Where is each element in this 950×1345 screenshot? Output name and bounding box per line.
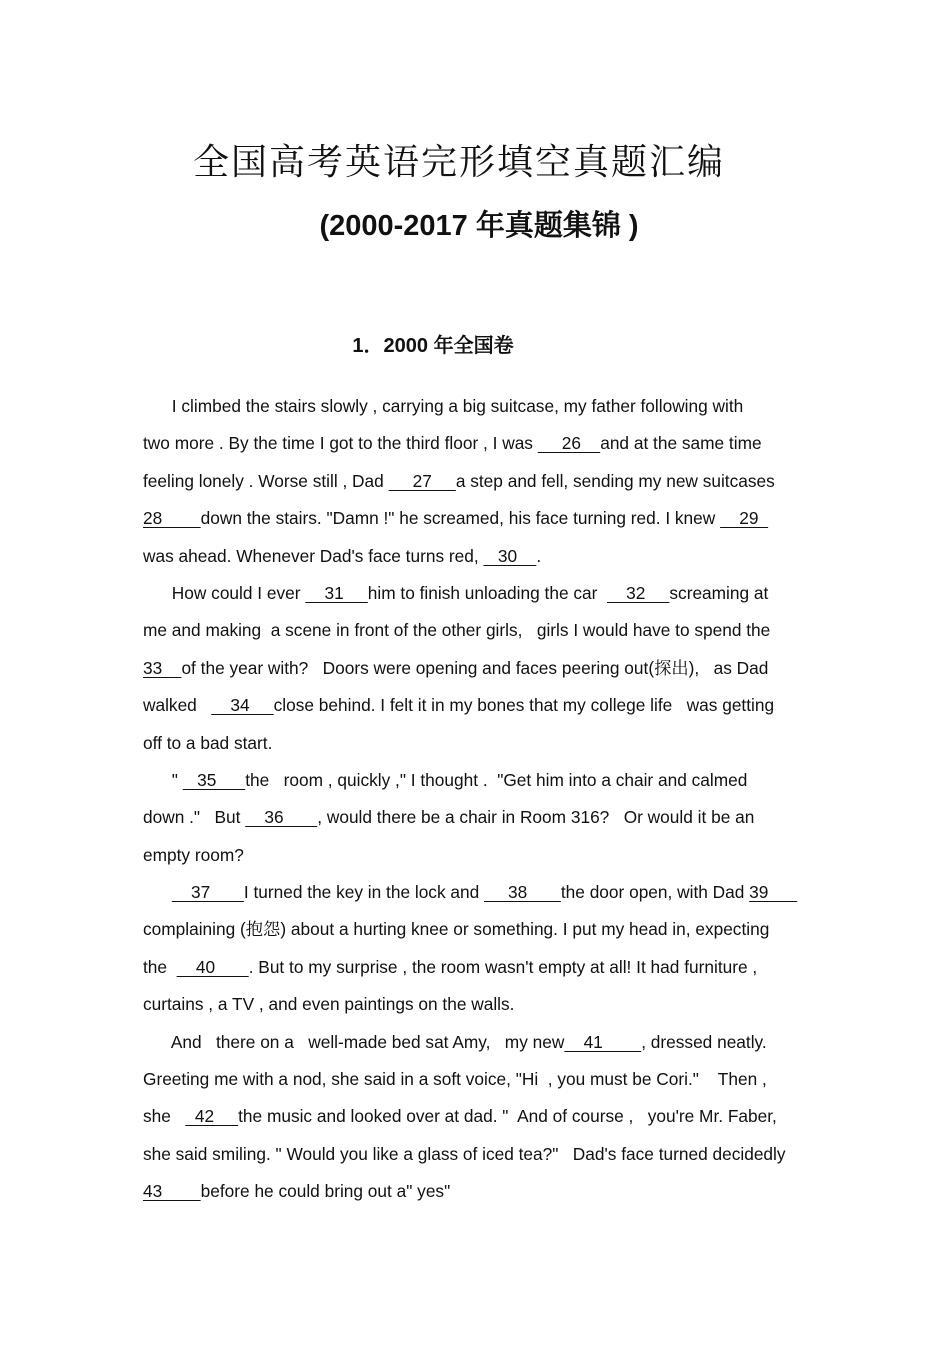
passage-line <box>143 915 815 952</box>
blank-number: 31 <box>305 582 368 603</box>
passage-text: down the stairs. "Damn !" he screamed, his face turning red. I knew <box>200 508 721 529</box>
passage-line <box>143 504 815 541</box>
blank-number: 28 <box>143 508 201 529</box>
blank-number: 27 <box>388 470 456 491</box>
document-title: 全国高考英语完形填空真题汇编 <box>192 142 725 183</box>
blank-number: 40 <box>176 956 249 977</box>
blank-number: 36 <box>245 807 318 828</box>
passage-text: curtains , a TV , and even paintings on the walls. <box>143 994 515 1015</box>
passage-line <box>143 429 815 466</box>
passage-text: " <box>143 769 183 790</box>
passage-line <box>143 467 815 504</box>
passage-text: two more . By the time I got to the third floor , I was <box>143 433 538 454</box>
blank-number: 26 <box>537 433 601 454</box>
passage-line <box>143 1177 815 1214</box>
passage-text: walked <box>143 695 212 716</box>
passage-line <box>143 542 815 579</box>
passage-line <box>143 691 815 728</box>
passage-line <box>143 766 815 803</box>
passage-text <box>143 882 172 902</box>
blank-number: 41 <box>564 1031 642 1052</box>
passage-text: . <box>536 545 542 566</box>
passage-text: the <box>143 956 177 977</box>
blank-number: 34 <box>211 695 274 716</box>
passage-text: I climbed the stairs slowly , carrying a big suitcase, my father following with <box>143 396 744 416</box>
passage-text: And there on a well-made bed sat Amy, my new <box>143 1031 565 1052</box>
passage-text: empty room? <box>143 844 244 865</box>
passage-text: the music and looked over at dad. " And of course , you're Mr. Faber, <box>238 1106 777 1127</box>
passage-text: How could I ever <box>143 582 306 603</box>
passage-line <box>143 878 815 915</box>
blank-number: 29 <box>720 508 769 529</box>
passage-text: the room , quickly ," I thought . "Get him into a chair and calmed <box>245 769 748 790</box>
passage-line <box>143 729 815 766</box>
passage-line <box>143 1065 815 1102</box>
passage-text: close behind. I felt it in my bones that my college life was getting <box>273 695 775 716</box>
blank-number: 43 <box>143 1181 201 1202</box>
passage-text: she <box>143 1106 186 1127</box>
blank-number: 37 <box>171 882 244 903</box>
passage-text: and at the same time <box>600 433 762 454</box>
passage-line <box>143 1140 815 1177</box>
passage-text: complaining (抱怨) about a hurting knee or something. I put my head in, expecting <box>143 919 770 940</box>
section-heading: 1．2000 年全国卷 <box>352 335 514 357</box>
passage-text: him to finish unloading the car <box>367 582 607 603</box>
passage-text: off to a bad start. <box>143 732 273 753</box>
passage-text: I turned the key in the lock and <box>243 882 485 903</box>
passage-line <box>143 803 815 840</box>
blank-number: 42 <box>185 1106 239 1127</box>
document-subtitle: (2000-2017 年真题集锦 ) <box>319 210 639 242</box>
passage-text: down ." But <box>143 807 246 828</box>
passage-text: screaming at <box>669 582 769 603</box>
passage-line <box>143 392 815 429</box>
passage-text: Greeting me with a nod, she said in a soft voice, "Hi , you must be Cori." Then , <box>143 1069 767 1090</box>
passage-line <box>143 654 815 691</box>
blank-number: 33 <box>143 657 182 678</box>
blank-number: 32 <box>606 582 670 603</box>
blank-number: 38 <box>484 882 561 903</box>
blank-number: 35 <box>182 769 246 790</box>
passage-line <box>143 953 815 990</box>
passage-line <box>143 579 815 616</box>
passage-line <box>143 990 815 1027</box>
passage-text: a step and fell, sending my new suitcases <box>455 470 775 491</box>
passage-text: before he could bring out a" yes" <box>200 1181 451 1202</box>
passage-line <box>143 841 815 878</box>
passage-text: feeling lonely . Worse still , Dad <box>143 470 389 491</box>
passage-text: of the year with? Doors were opening and faces peering out(探出), as Dad <box>181 657 769 678</box>
passage-line <box>143 616 815 653</box>
passage-text: . But to my surprise , the room wasn't empty at all! It had furniture , <box>248 956 758 977</box>
passage-text: , would there be a chair in Room 316? Or would it be an <box>317 807 755 828</box>
passage-line <box>143 1102 815 1139</box>
passage-text: me and making a scene in front of the other girls, girls I would have to spend the <box>143 620 771 641</box>
passage-line <box>143 1028 815 1065</box>
passage-text: was ahead. Whenever Dad's face turns red, <box>143 545 484 566</box>
passage-text: the door open, with Dad <box>560 882 750 903</box>
blank-number: 30 <box>483 545 537 566</box>
blank-number: 39 <box>749 882 798 903</box>
passage-text: , dressed neatly. <box>641 1031 767 1052</box>
passage-body <box>143 392 815 1215</box>
passage-text: she said smiling. " Would you like a glass of iced tea?" Dad's face turned decidedly <box>143 1143 786 1164</box>
